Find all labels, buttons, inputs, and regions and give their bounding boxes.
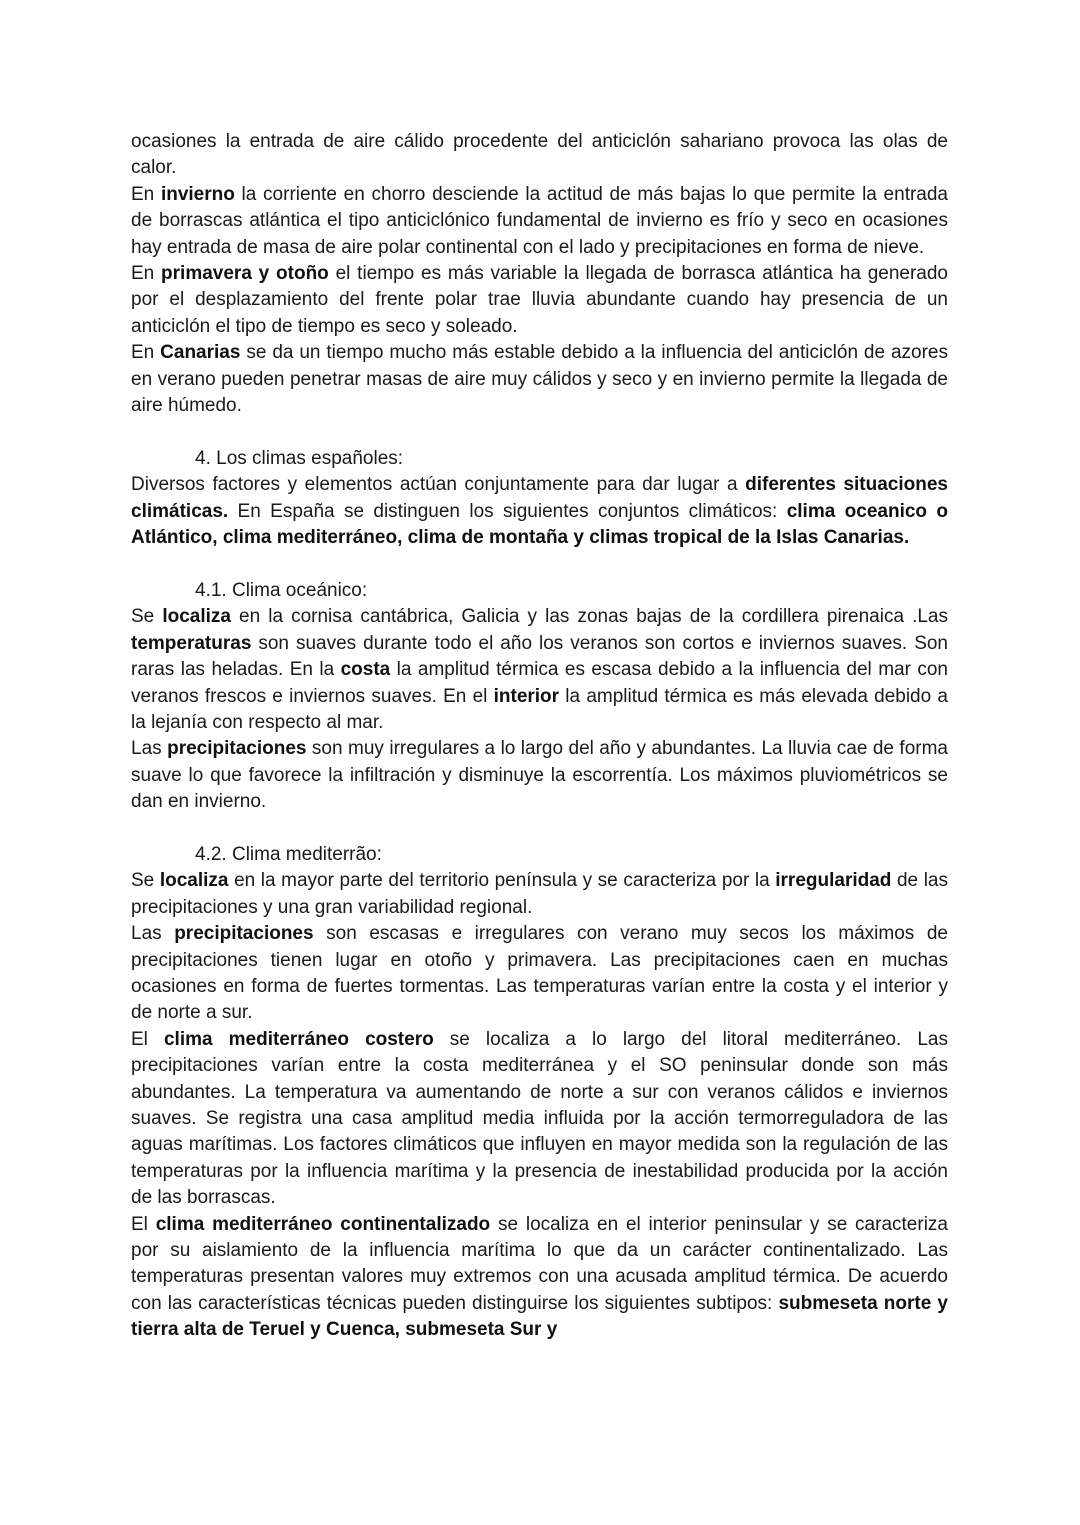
body-paragraph <box>131 129 948 182</box>
text-run: en la cornisa cantábrica, Galicia y las zonas bajas de la cordillera pirenaica .Las <box>230 606 948 628</box>
section-heading <box>131 842 948 868</box>
text-run: El <box>131 1213 156 1235</box>
body-paragraph <box>131 736 948 815</box>
text-run: ocasiones la entrada de aire cálido procedente del anticiclón sahariano provoca las olas de calor. <box>131 131 948 179</box>
text-run: Se <box>131 870 160 892</box>
text-run: En <box>131 183 161 205</box>
text-run: son muy irregulares a lo largo del año y abundantes. La lluvia cae de forma suave lo que favorece la infiltración y disminuye la escorrentía. Los máximos pluviométricos se dan en invierno. <box>131 738 948 813</box>
text-run: en la mayor parte del territorio península y se caracteriza por la <box>228 870 776 892</box>
text-run: 4.2. Clima mediterrão: <box>195 843 382 865</box>
body-paragraph <box>131 1212 948 1344</box>
body-paragraph <box>131 182 948 261</box>
blank-line <box>131 551 948 577</box>
section-heading <box>131 578 948 604</box>
blank-line <box>131 816 948 842</box>
blank-line <box>131 419 948 445</box>
bold-text: costa <box>340 659 391 681</box>
text-run: En <box>131 263 162 285</box>
text-run: En <box>131 342 161 364</box>
text-run: se da un tiempo mucho más estable debido a la influencia del anticiclón de azores en verano pueden penetrar masas de aire muy cálidos y seco y en invierno permite la llegada de aire húmedo. <box>131 342 948 417</box>
bold-text: precipitaciones <box>174 923 314 945</box>
text-run: son suaves durante todo el año los veranos son cortos e inviernos suaves. Son raras las heladas. En la <box>131 632 948 681</box>
document-page <box>131 129 948 1344</box>
bold-text: submeseta norte y tierra alta de Teruel y Cuenca, submeseta Sur y <box>131 1292 948 1341</box>
text-run: la corriente en chorro desciende la actitud de más bajas lo que permite la entrada de borrascas atlántica el tipo anticiclónico fundamental de invierno es frío y seco en ocasiones hay entrada de masa de aire polar continental con el lado y precipitaciones en forma de nieve. <box>131 183 948 258</box>
body-paragraph <box>131 261 948 340</box>
text-run: la amplitud térmica es escasa debido a la influencia del mar con veranos frescos e inviernos suaves. En el <box>131 659 948 707</box>
text-run: se localiza en el interior peninsular y se caracteriza por su aislamiento de la influencia marítima lo que da un carácter continentalizado. Las temperaturas presentan valores muy extremos con una acusada amplitud térmica. De acuerdo con las características técnicas pueden distinguirse los siguientes subtipos: <box>131 1213 948 1314</box>
text-run: 4.1. Clima oceánico: <box>195 579 368 601</box>
bold-text: interior <box>493 685 560 707</box>
text-run: Las <box>131 923 175 945</box>
bold-text: clima mediterráneo costero <box>163 1028 434 1050</box>
bold-text: irregularidad <box>775 870 892 892</box>
body-paragraph <box>131 604 948 736</box>
bold-text: invierno <box>160 183 235 205</box>
text-run: Diversos factores y elementos actúan conjuntamente para dar lugar a <box>131 474 746 496</box>
bold-text: localiza <box>162 606 231 628</box>
text-run: En España se distinguen los siguientes conjuntos climáticos: <box>228 500 787 522</box>
body-paragraph <box>131 340 948 419</box>
text-run: el tiempo es más variable la llegada de borrasca atlántica ha generado por el desplazamiento del frente polar trae lluvia abundante cuando hay presencia de un anticiclón el tipo de tiempo es seco y soleado. <box>131 263 948 337</box>
body-paragraph <box>131 921 948 1027</box>
text-run: 4. Los climas españoles: <box>195 447 404 469</box>
bold-text: Canarias <box>160 342 241 364</box>
section-heading <box>131 446 948 472</box>
bold-text: diferentes situaciones climáticas. <box>131 474 948 522</box>
text-run: se localiza a lo largo del litoral mediterráneo. Las precipitaciones varían entre la costa mediterránea y el SO peninsular donde son más abundantes. La temperatura va aumentando de norte a sur con veranos cálidos e inviernos suaves. Se registra una casa amplitud media influida por la acción termorreguladora de las aguas marítimas. Los factores climáticos que influyen en mayor medida son la regulación de las temperaturas por la influencia marítima y la presencia de inestabilidad producida por la acción de las borrascas. <box>131 1028 948 1209</box>
text-run: Las <box>131 738 168 760</box>
body-paragraph <box>131 1027 948 1212</box>
text-run: la amplitud térmica es más elevada debido a la lejanía con respecto al mar. <box>131 685 948 733</box>
body-paragraph <box>131 868 948 921</box>
bold-text: temperaturas <box>131 632 252 654</box>
bold-text: primavera y otoño <box>161 263 329 285</box>
bold-text: localiza <box>159 870 229 892</box>
bold-text: precipitaciones <box>167 738 307 760</box>
bold-text: clima mediterráneo continentalizado <box>155 1213 491 1235</box>
bold-text: clima oceanico o Atlántico, clima mediterráneo, clima de montaña y climas tropical de la Islas Canarias. <box>131 500 948 549</box>
text-run: Se <box>131 606 163 628</box>
text-run: de las precipitaciones y una gran variabilidad regional. <box>131 870 948 918</box>
text-run: El <box>131 1028 164 1050</box>
body-paragraph <box>131 472 948 551</box>
text-run: son escasas e irregulares con verano muy secos los máximos de precipitaciones tienen lugar en otoño y primavera. Las precipitaciones caen en muchas ocasiones en forma de fuertes tormentas. Las temperaturas varían entre la costa y el interior y de norte a sur. <box>131 923 948 1024</box>
